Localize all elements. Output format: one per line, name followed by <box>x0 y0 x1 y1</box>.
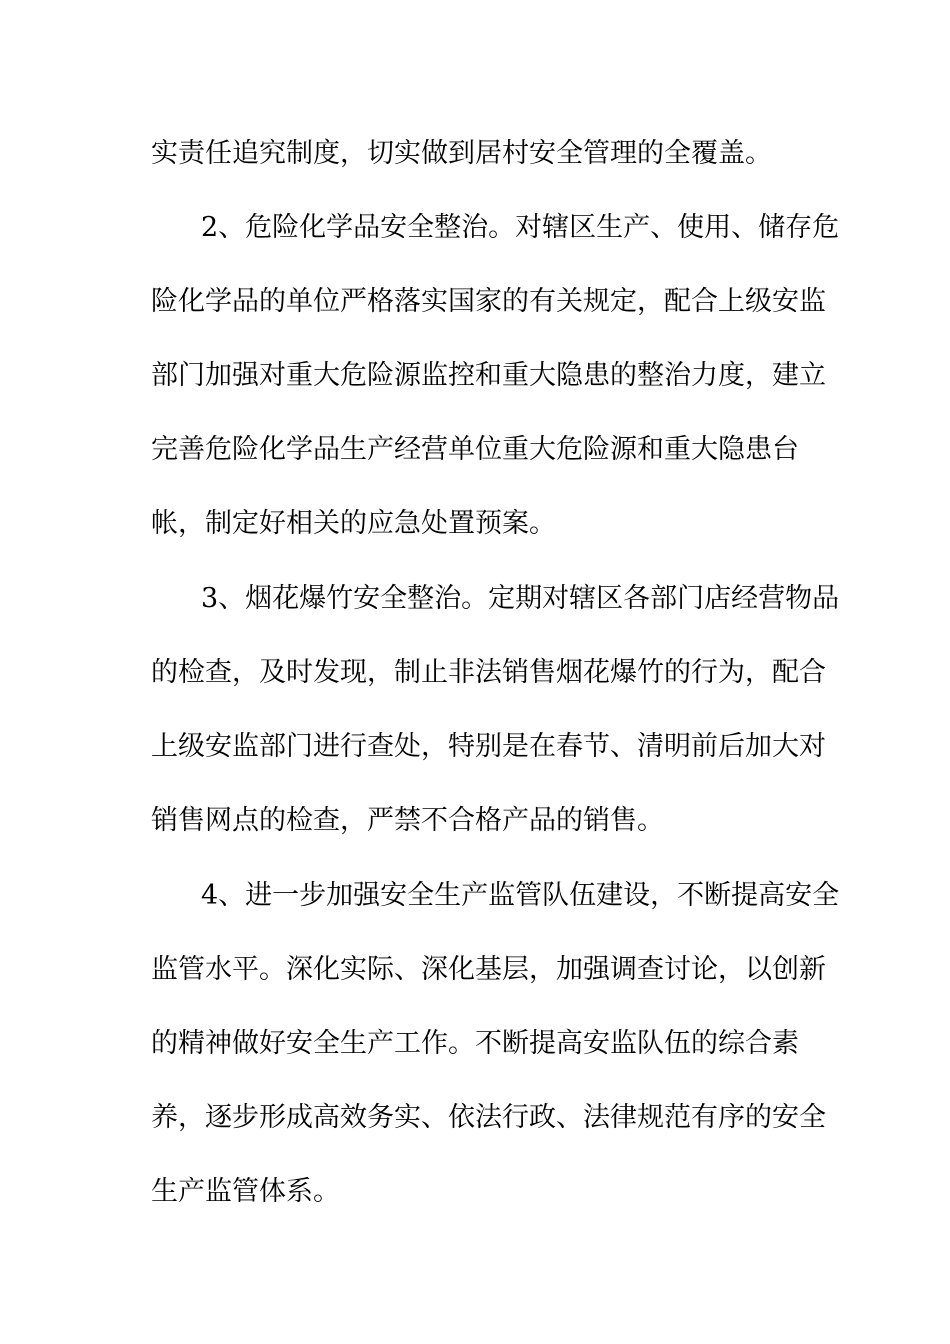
paragraph-3-line-1: 3、烟花爆竹安全整治。定期对辖区各部门店经营物品 <box>201 583 840 614</box>
paragraph-2-line-4: 完善危险化学品生产经营单位重大危险源和重大隐患台 <box>151 434 799 465</box>
paragraph-2-line-2: 险化学品的单位严格落实国家的有关规定，配合上级安监 <box>151 286 826 317</box>
paragraph-3-line-2: 的检查，及时发现，制止非法销售烟花爆竹的行为，配合 <box>151 657 826 688</box>
paragraph-4-line-2: 监管水平。深化实际、深化基层，加强调查讨论，以创新 <box>151 954 826 985</box>
paragraph-2-line-3: 部门加强对重大危险源监控和重大隐患的整治力度，建立 <box>151 360 826 391</box>
paragraph-3-line-3: 上级安监部门进行查处，特别是在春节、清明前后加大对 <box>151 731 826 762</box>
paragraph-1-line-1: 实责任追究制度，切实做到居村安全管理的全覆盖。 <box>151 138 772 169</box>
paragraph-2-line-5: 帐，制定好相关的应急处置预案。 <box>151 508 556 539</box>
paragraph-2-line-1: 2、危险化学品安全整治。对辖区生产、使用、储存危 <box>201 212 840 243</box>
paragraph-3-line-4: 销售网点的检查，严禁不合格产品的销售。 <box>151 805 664 836</box>
paragraph-4-line-1: 4、进一步加强安全生产监管队伍建设，不断提高安全 <box>201 880 840 911</box>
paragraph-4-line-4: 养，逐步形成高效务实、依法行政、法律规范有序的安全 <box>151 1102 826 1133</box>
paragraph-4-line-3: 的精神做好安全生产工作。不断提高安监队伍的综合素 <box>151 1028 799 1059</box>
paragraph-4-line-5: 生产监管体系。 <box>151 1176 340 1207</box>
